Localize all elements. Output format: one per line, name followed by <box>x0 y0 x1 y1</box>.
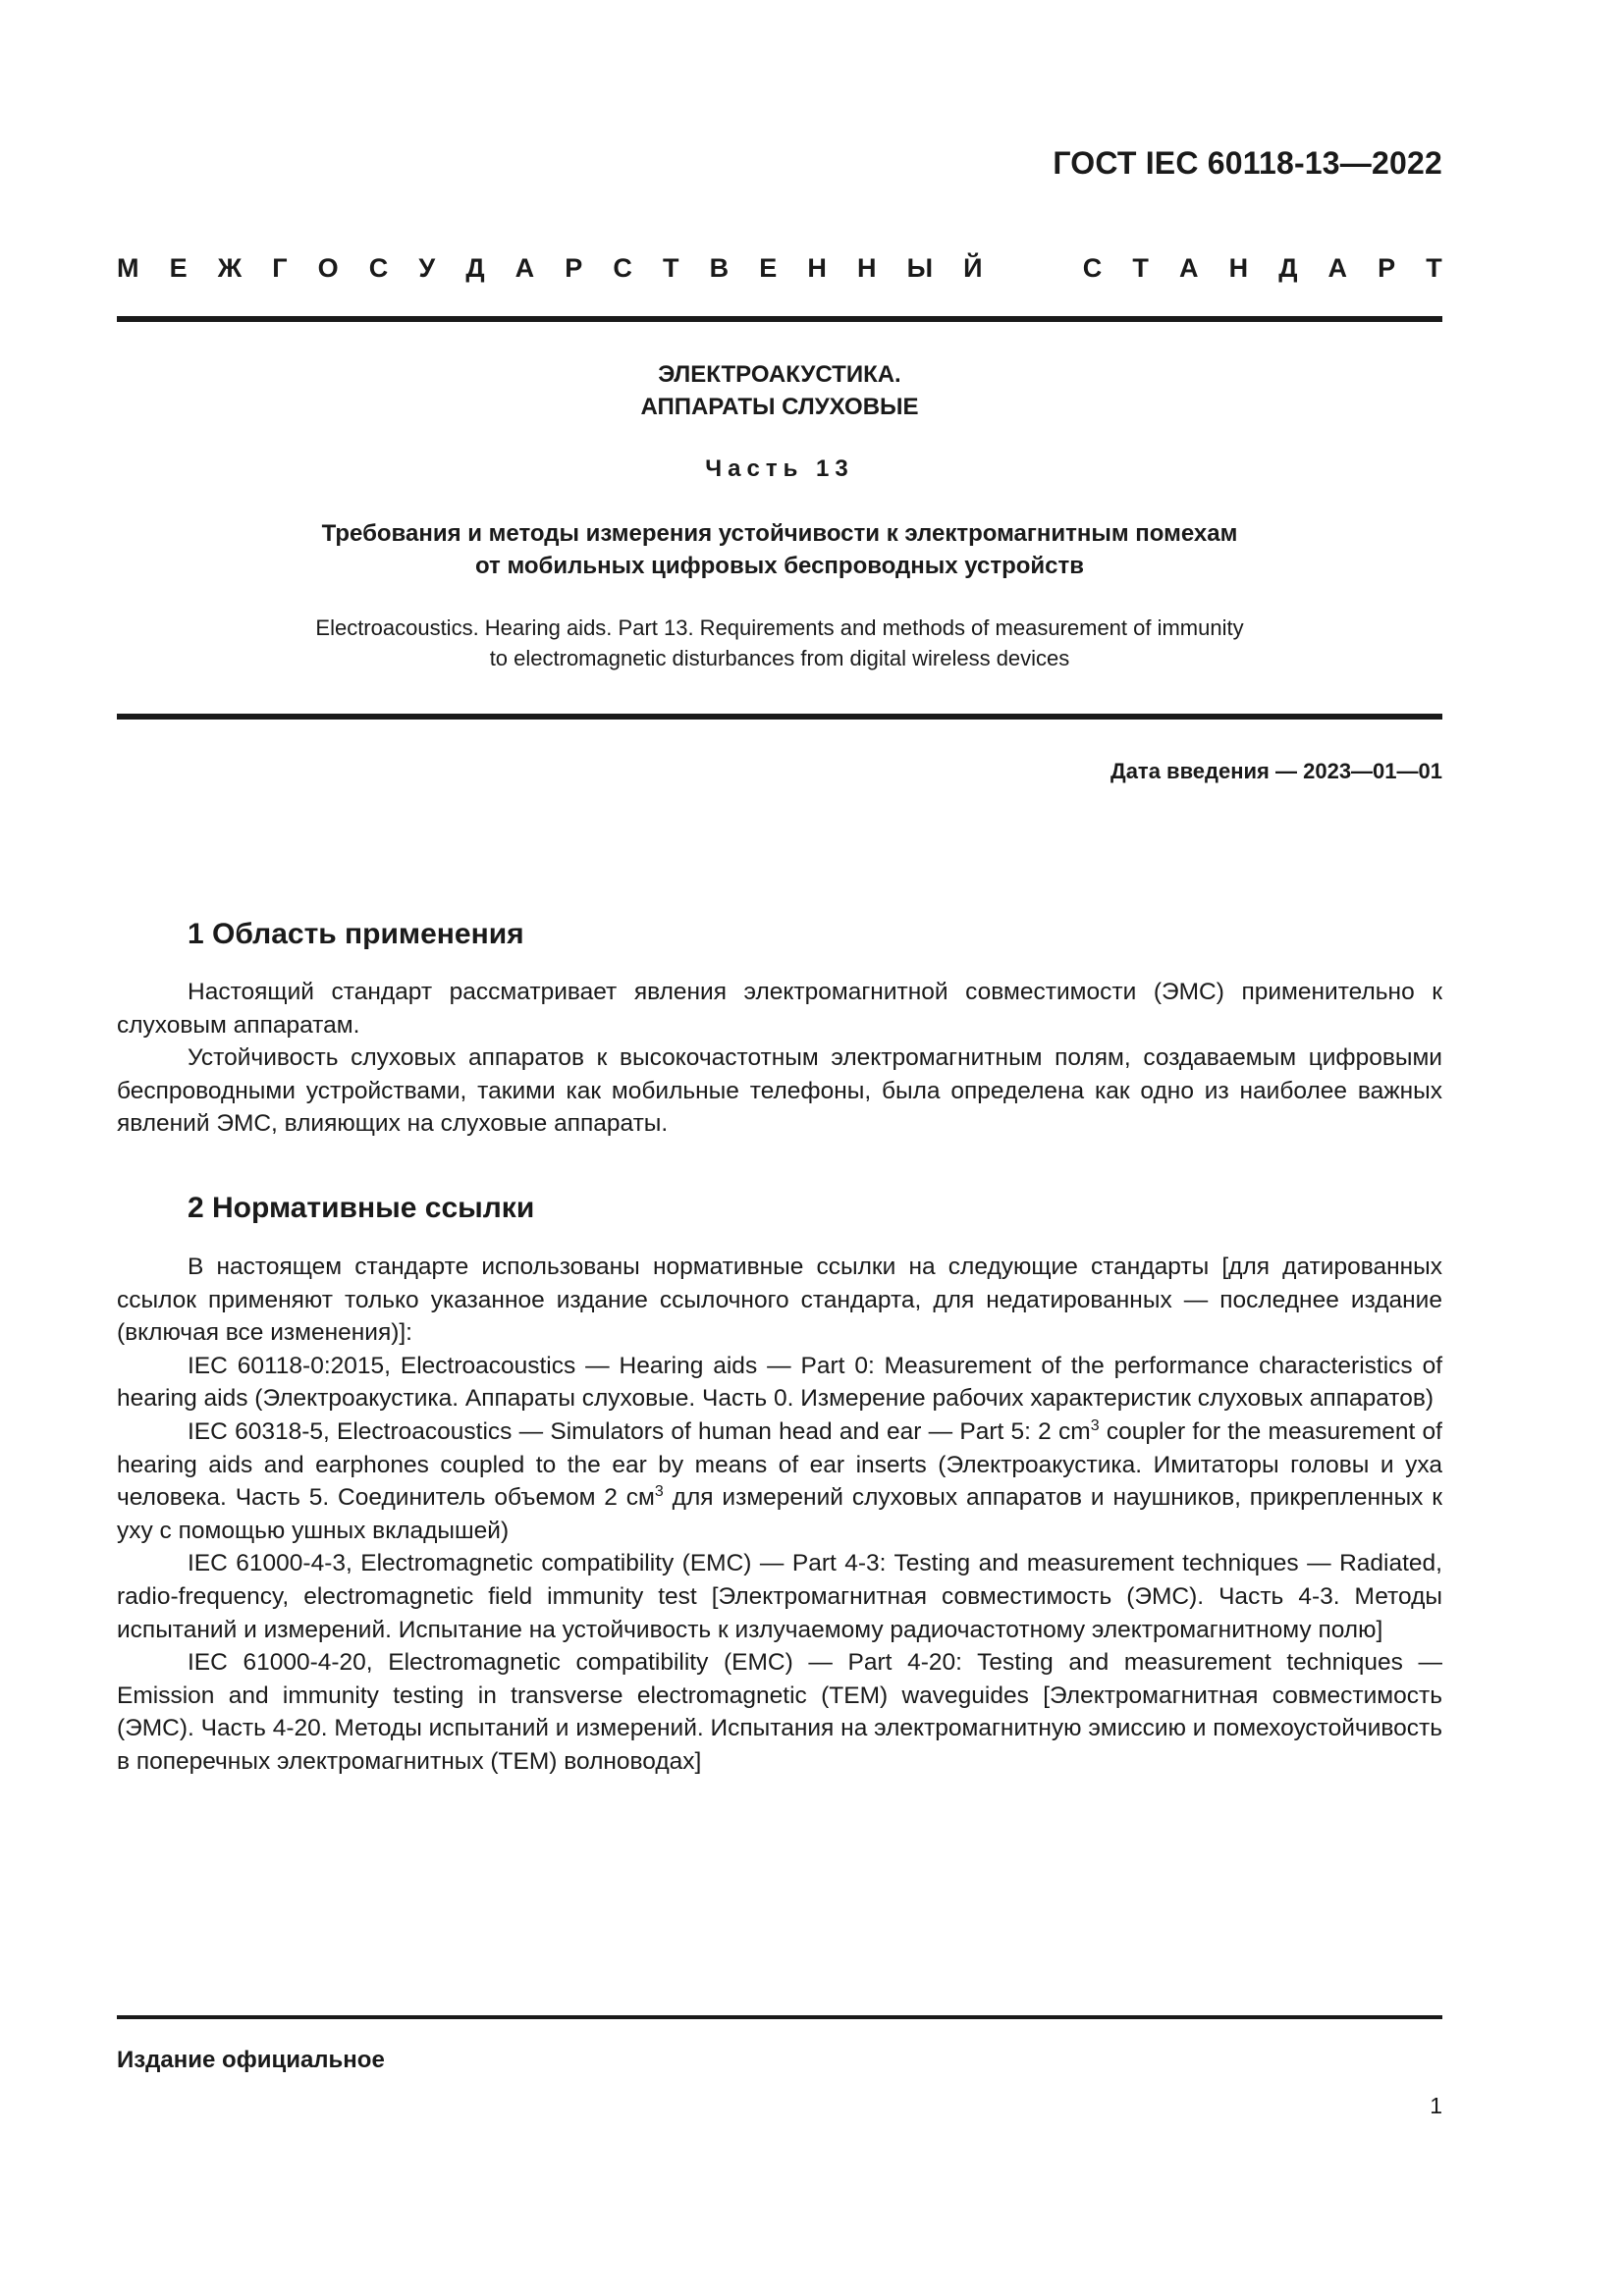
edition-label: Издание официальное <box>117 2047 385 2073</box>
reference-item: IEC 60118-0:2015, Electroacoustics — Hearing aids — Part 0: Measurement of the performance characteristics of hearing aids (Электроакустика. Аппараты слуховые. Часть 0. Измерение рабочих характеристик слуховых аппаратов) <box>117 1352 1442 1413</box>
banner-letter: О <box>317 253 339 283</box>
banner-letter: Р <box>1378 253 1396 283</box>
superscript: 3 <box>654 1483 664 1500</box>
english-title <box>117 613 1442 673</box>
reference-item <box>117 1415 1442 1547</box>
banner-letter: Т <box>1426 253 1442 283</box>
banner-letter: Т <box>1132 253 1149 283</box>
banner-letter: У <box>418 253 436 283</box>
section-body-references <box>117 1251 1442 1779</box>
banner-letter: В <box>709 253 730 283</box>
russian-subtitle <box>117 517 1442 582</box>
banner-word-gap <box>1013 253 1053 284</box>
banner-letter: Д <box>465 253 485 283</box>
subtitle-line: Требования и методы измерения устойчивости к электромагнитным помехам <box>321 520 1238 547</box>
superscript: 3 <box>1090 1416 1100 1434</box>
part-label: Часть 13 <box>705 455 854 482</box>
reference-text: coupler for the measurement of hearing aids and earphones coupled to the ear by means of ear inserts (Электроакустика. Имитаторы головы и уха человека. Часть 5. Соединитель объемом 2 см <box>117 1417 1442 1512</box>
section-body-scope <box>117 976 1442 1141</box>
banner-letter: Р <box>565 253 583 283</box>
banner-letter: Н <box>856 253 877 283</box>
paragraph: В настоящем стандарте использованы нормативные ссылки на следующие стандарты [для датированных ссылок применяют только указанное издание ссылочного стандарта, для недатированных — последнее издание (включая все изменения)]: <box>117 1254 1442 1347</box>
banner-letter: С <box>613 253 632 283</box>
english-title-line: to electromagnetic disturbances from digital wireless devices <box>489 646 1070 670</box>
reference-item: IEC 61000-4-20, Electromagnetic compatibility (EMC) — Part 4-20: Testing and measurement techniques — Emission and immunity testing in transverse electromagnetic (TEM) waveguides [Электромагнитная совместимость (ЭМС). Часть 4-20. Методы испытаний и измерений. Испытания на электромагнитную эмиссию и помехоустойчивость в поперечных электромагнитных (ТЕМ) волноводах] <box>117 1649 1442 1775</box>
banner-letter: Н <box>807 253 827 283</box>
banner-letter: Ж <box>217 253 243 283</box>
banner-letter: Е <box>759 253 778 283</box>
top-divider <box>117 316 1442 322</box>
banner-letter: С <box>1082 253 1103 283</box>
page-number: 1 <box>1430 2093 1442 2118</box>
interstate-standard-banner <box>117 253 1442 284</box>
standard-code: ГОСТ IEC 60118-13—2022 <box>1053 145 1442 181</box>
banner-letter: Г <box>272 253 288 283</box>
banner-letter: Т <box>663 253 679 283</box>
paragraph: Настоящий стандарт рассматривает явления электромагнитной совместимости (ЭМС) применительно к слуховым аппаратам. <box>117 979 1442 1039</box>
banner-letter: М <box>117 253 139 283</box>
banner-letter: А <box>1178 253 1199 283</box>
banner-letter: Ы <box>906 253 934 283</box>
reference-text: IEC 60318-5, Electroacoustics — Simulators of human head and ear — Part 5: 2 cm <box>188 1417 1091 1445</box>
reference-item: IEC 61000-4-3, Electromagnetic compatibility (EMC) — Part 4-3: Testing and measurement techniques — Radiated, radio-frequency, electromagnetic field immunity test [Электромагнитная совместимость (ЭМС). Часть 4-3. Методы испытаний и измерений. Испытание на устойчивость к излучаемому радиочастотному электромагнитному полю] <box>117 1550 1442 1643</box>
banner-letter: С <box>368 253 389 283</box>
banner-letter: А <box>514 253 535 283</box>
title-line: ЭЛЕКТРОАКУСТИКА. <box>658 361 901 388</box>
reference-text: для измерений слуховых аппаратов и наушников, прикрепленных к уху с помощью ушных вкладышей) <box>117 1484 1443 1544</box>
section-heading-scope: 1 Область применения <box>188 918 524 950</box>
banner-letter: Е <box>169 253 188 283</box>
document-page <box>117 0 1442 2296</box>
russian-title <box>117 358 1442 423</box>
section-heading-references: 2 Нормативные ссылки <box>188 1192 535 1224</box>
banner-letter: А <box>1327 253 1348 283</box>
banner-letter: Д <box>1278 253 1298 283</box>
banner-letter: Н <box>1228 253 1249 283</box>
paragraph: Устойчивость слуховых аппаратов к высокочастотным электромагнитным полям, создаваемым цифровыми беспроводными устройствами, такими как мобильные телефоны, была определена как одно из наиболее важных явлений ЭМС, влияющих на слуховые аппараты. <box>117 1044 1442 1138</box>
footer-divider <box>117 2015 1442 2019</box>
title-divider <box>117 714 1442 720</box>
introduction-date: Дата введения — 2023—01—01 <box>1110 759 1442 783</box>
banner-letter: Й <box>963 253 983 283</box>
english-title-line: Electroacoustics. Hearing aids. Part 13. Requirements and methods of measurement of immunity <box>315 615 1244 640</box>
subtitle-line: от мобильных цифровых беспроводных устройств <box>474 553 1085 579</box>
title-line: АППАРАТЫ СЛУХОВЫЕ <box>640 394 919 420</box>
